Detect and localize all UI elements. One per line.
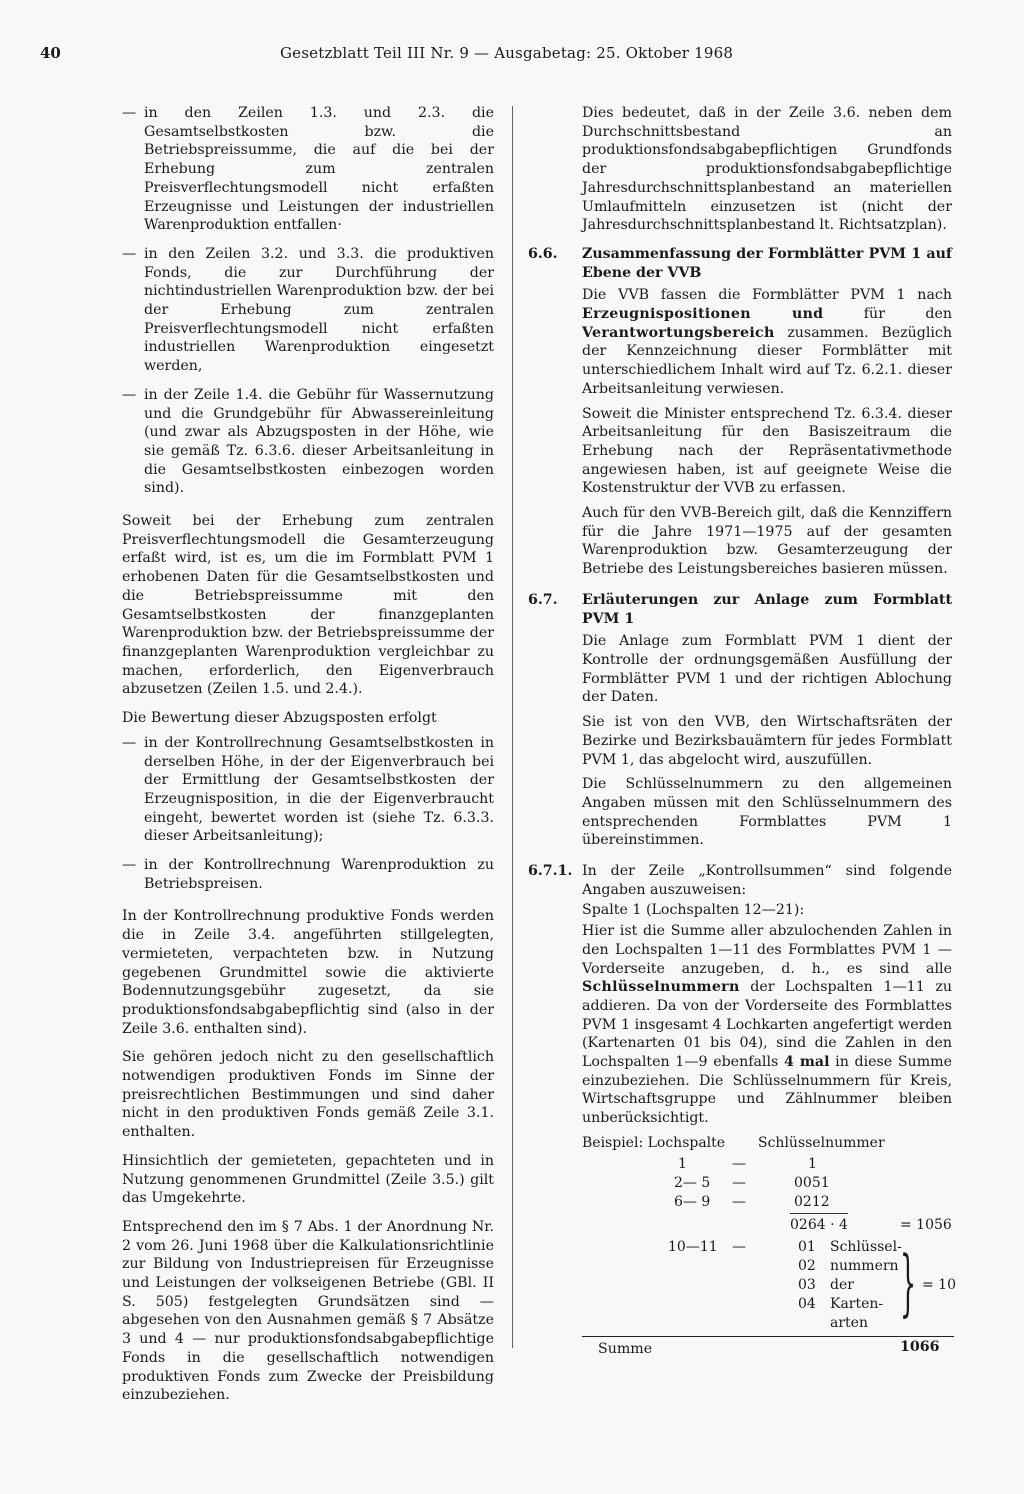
- paragraph: Hier ist die Summe aller abzulochenden Zahlen in den Lochspalten 1—11 des Formblattes PVM 1 — Vorderseite anzugeben, d. h., es sind alle Schlüsselnummern der Lochspalten 1—11 zu addieren. Da von der Vorderseite des Formblattes PVM 1 insgesamt 4 Lochkarten angefertigt werden (Kartenarten 01 bis 04), sind die Zahlen in den Lochspalten 1—9 ebenfalls 4 mal in diese Summe einzubeziehen. Die Schlüsselnummern für Kreis, Wirtschaftsgruppe und Zählnummer bleiben unberücksichtigt.: [582, 923, 952, 1127]
- paragraph: Auch für den VVB-Bereich gilt, daß die Kennziffern für die Jahre 1971—1975 auf der gesamten Warenproduktion bzw. Gesamterzeugung der Betriebe des Leistungsbereiches basieren müssen.: [582, 505, 952, 578]
- section-heading: Erläuterungen zur Anlage zum Formblatt PVM 1: [582, 591, 952, 627]
- sum-rule: [582, 1336, 954, 1337]
- deduction-list: [122, 104, 494, 498]
- paragraph: Soweit bei der Erhebung zum zentralen Preisverflechtungsmodell die Gesamterzeugung erfaßt wird, ist es, um die im Formblatt PVM 1 erhobenen Daten für die Gesamtselbstkosten und die Betriebspreissumme mit den Gesamtselbstkosten der finanzgeplanten Warenproduktion bzw. der Betriebspreissumme der finanzgeplanten Warenproduktion vergleichbar zu machen, erforderlich, den Eigenverbrauch abzusetzen (Zeilen 1.5. und 2.4.).: [122, 513, 494, 698]
- row-dash: —: [732, 1193, 746, 1210]
- range-spalte: 10—11: [668, 1238, 718, 1255]
- paragraph: Spalte 1 (Lochspalten 12—21):: [582, 902, 805, 919]
- code-label: nummern: [830, 1257, 899, 1274]
- row-dash: —: [732, 1174, 746, 1191]
- page-header: [40, 44, 980, 74]
- example-header-label: Beispiel: Lochspalte: [582, 1134, 726, 1151]
- code-label: der: [830, 1276, 854, 1293]
- subtotal-value: 0264 · 4: [790, 1216, 848, 1233]
- paragraph: Soweit die Minister entsprechend Tz. 6.3.4. dieser Arbeitsanleitung für den Basiszeitraum die Erhebung nach der Repräsentativmethode angewiesen haben, ist auf geeignete Weise die Kostenstruktur der VVB zu erfassen.: [582, 405, 952, 497]
- page-number: 40: [40, 44, 61, 62]
- example-table: [528, 1134, 956, 1360]
- section-6-6: [528, 245, 952, 579]
- paragraph: Entsprechend den im § 7 Abs. 1 der Anordnung Nr. 2 vom 26. Juni 1968 über die Kalkulationsrichtlinie zur Bildung von Industriepreisen für Erzeugnisse und Leistungen der volkseigenen Betriebe (GBl. II S. 505) festgelegten Grundsätzen sind — abgesehen von den Ausnahmen gemäß § 7 Absätze 3 und 4 — nur produktionsfondsabgabepflichtige Fonds in die gesellschaftlich notwendigen produktiven Fonds zum Zwecke der Preisbildung einzubeziehen.: [122, 1218, 494, 1404]
- code-label: Karten-: [830, 1295, 884, 1312]
- paragraph: Sie ist von den VVB, den Wirtschaftsräten der Bezirke und Bezirksbauämtern für jedes Formblatt PVM 1, das abgelocht wird, auszufüllen.: [582, 714, 952, 768]
- paragraph: Hinsichtlich der gemieteten, gepachteten und in Nutzung genommenen Grundmittel (Zeile 3.5.) gilt das Umgekehrte.: [122, 1152, 494, 1207]
- row-spalte: 6— 9: [674, 1193, 711, 1210]
- list-item: — in den Zeilen 3.2. und 3.3. die produktiven Fonds, die zur Durchführung der nichtindustriellen Warenproduktion bzw. der bei der Erhebung zum zentralen Preisverflechtungsmodell nicht erfaßten industriellen Warenproduktion eingesetzt werden,: [122, 245, 494, 375]
- row-dash: —: [732, 1155, 746, 1172]
- gazette-title: Gesetzblatt Teil III Nr. 9 — Ausgabetag: 25. Oktober 1968: [280, 44, 734, 62]
- sum-label: Summe: [598, 1340, 653, 1357]
- row-nummer: 1: [808, 1155, 817, 1172]
- subtotal-rule: [790, 1213, 848, 1214]
- valuation-list: [122, 734, 494, 894]
- paragraph: Sie gehören jedoch nicht zu den gesellschaftlich notwendigen produktiven Fonds im Sinne der preisrechtlichen Bestimmungen und sind daher nicht in den produktiven Fonds gemäß Zeile 3.1. enthalten.: [122, 1049, 494, 1141]
- column-divider: [512, 106, 513, 1348]
- code-value: 01: [798, 1238, 816, 1255]
- row-spalte: 1: [678, 1155, 687, 1172]
- section-6-7-1: [528, 862, 952, 1128]
- code-label: Schlüssel-: [830, 1238, 902, 1255]
- section-number: 6.7.: [528, 591, 558, 608]
- list-item: — in der Kontrollrechnung Gesamtselbstkosten in derselben Höhe, in der der Eigenverbrauch bei der Ermittlung der Gesamtselbstkosten der Erzeugnisposition, in die der Eigenverbraucht eingeht, bewertet worden ist (siehe Tz. 6.3.3. dieser Arbeitsanleitung);: [122, 734, 494, 845]
- section-number: 6.7.1.: [528, 863, 573, 880]
- row-spalte: 2— 5: [674, 1174, 711, 1191]
- section-number: 6.6.: [528, 245, 558, 262]
- intro-paragraph: Dies bedeutet, daß in der Zeile 3.6. neben dem Durchschnittsbestand an produktionsfondsabgabepflichtigen Grundfonds der produktionsfondsabgabepflichtige Jahresdurchschnittsplanbestand an materiellen Umlaufmitteln einzusetzen ist (nicht der Jahresdurchschnittsplanbestand lt. Richtsatzplan).: [582, 105, 952, 234]
- list-item: — in der Zeile 1.4. die Gebühr für Wassernutzung und die Grundgebühr für Abwassereinleitung (und zwar als Abzugsposten in der Höhe, wie sie gemäß Tz. 6.3.6. dieser Arbeitsanleitung in die Gesamtselbstkosten einbezogen worden sind).: [122, 386, 494, 497]
- paragraph: In der Kontrollrechnung produktive Fonds werden die in Zeile 3.4. angeführten stillgelegten, vermieteten, verpachteten bzw. in Nutzung gegebenen Grundmittel sowie die aktivierte Bodennutzungsgebühr zugesetzt, da sie produktionsfondsabgabepflichtig sind (also in der Zeile 3.6. enthalten sind).: [122, 908, 494, 1037]
- list-item: — in den Zeilen 1.3. und 2.3. die Gesamtselbstkosten bzw. die Betriebspreissumme, die auf die bei der Erhebung zum zentralen Preisverflechtungsmodell nicht erfaßten Erzeugnisse und Leistungen der industriellen Warenproduktion entfallen·: [122, 105, 494, 234]
- code-label: arten: [830, 1314, 868, 1331]
- subtotal-result: = 1056: [900, 1216, 952, 1233]
- paragraph: Die Schlüsselnummern zu den allgemeinen Angaben müssen mit den Schlüsselnummern des entsprechenden Formblattes PVM 1 übereinstimmen.: [582, 776, 952, 849]
- codes-result: = 10: [922, 1276, 956, 1293]
- row-nummer: 0212: [794, 1193, 830, 1210]
- section-6-7: [528, 591, 952, 850]
- code-value: 04: [798, 1295, 816, 1312]
- code-value: 02: [798, 1257, 816, 1274]
- list-item: — in der Kontrollrechnung Warenproduktion zu Betriebspreisen.: [122, 857, 494, 892]
- paragraph: In der Zeile „Kontrollsummen“ sind folgende Angaben auszuweisen:: [582, 863, 952, 898]
- code-value: 03: [798, 1276, 816, 1293]
- paragraph: Die VVB fassen die Formblätter PVM 1 nach Erzeugnispositionen und für den Verantwortungsbereich zusammen. Bezüglich der Kennzeichnung dieser Formblätter mit unterschiedlichem Inhalt wird auf Tz. 6.2.1. dieser Arbeitsanleitung verwiesen.: [582, 287, 952, 397]
- range-dash: —: [732, 1238, 746, 1255]
- example-header-column: Schlüsselnummer: [758, 1134, 885, 1151]
- left-column: [122, 104, 494, 1415]
- paragraph: Die Anlage zum Formblatt PVM 1 dient der Kontrolle der ordnungsgemäßen Ausfüllung der Formblätter PVM 1 und der richtigen Ablochung der Daten.: [582, 633, 952, 706]
- right-column: [528, 104, 956, 1360]
- section-heading: Zusammenfassung der Formblätter PVM 1 auf Ebene der VVB: [582, 245, 952, 281]
- paragraph: Die Bewertung dieser Abzugsposten erfolgt: [122, 710, 437, 727]
- sum-value: 1066: [900, 1338, 940, 1355]
- right-brace-icon: }: [900, 1239, 917, 1324]
- row-nummer: 0051: [794, 1174, 830, 1191]
